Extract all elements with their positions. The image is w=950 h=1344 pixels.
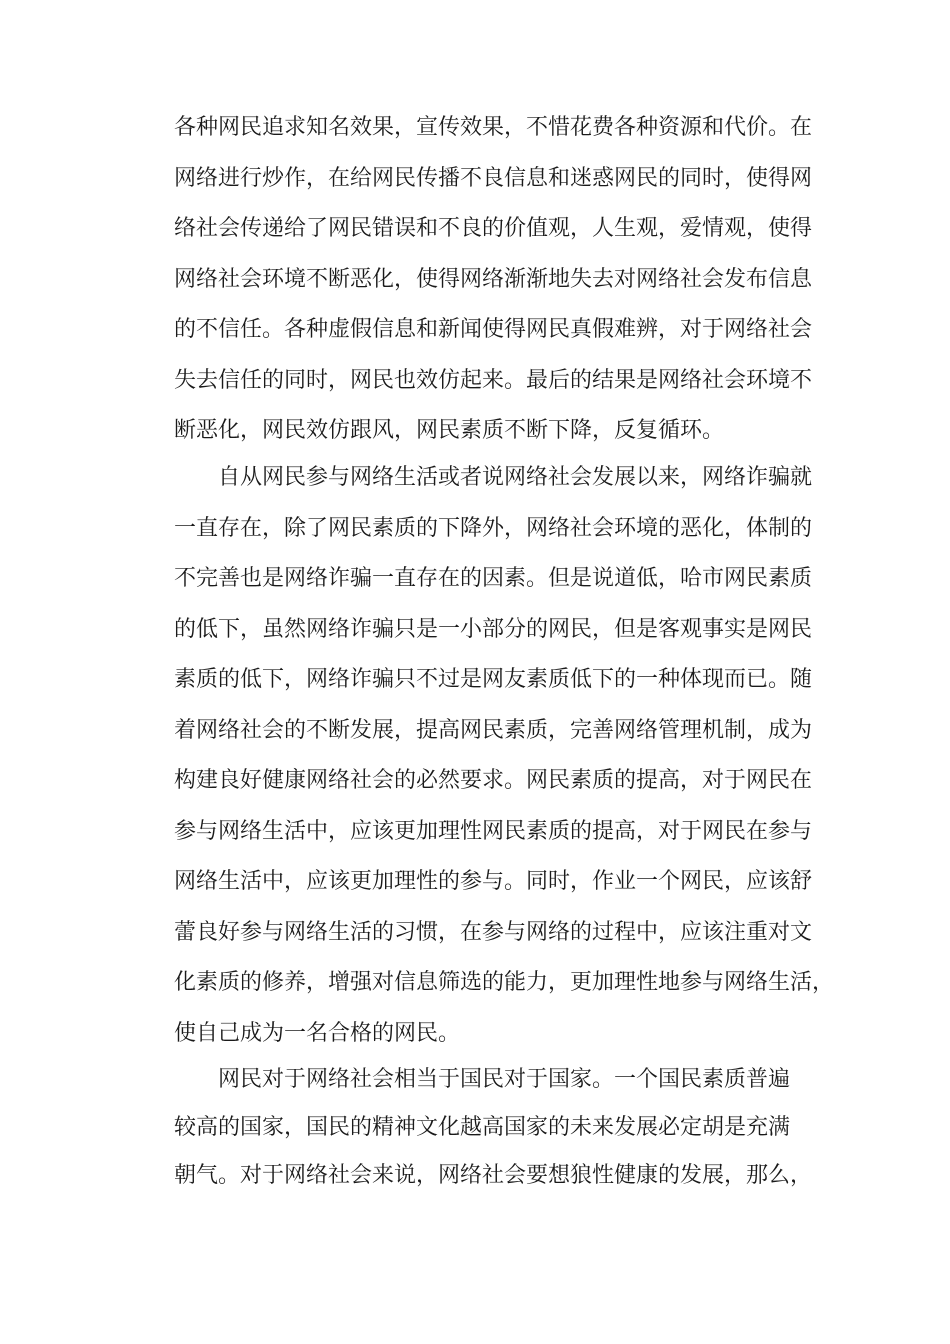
text-line: 失去信任的同时，网民也效仿起来。最后的结果是网络社会环境不: [174, 367, 813, 393]
text-line: 朝气。对于网络社会来说，网络社会要想狼性健康的发展，那么，: [174, 1163, 813, 1188]
text-line: 一直存在，除了网民素质的下降外，网络社会环境的恶化，体制的: [174, 515, 813, 541]
text-line: 络社会传递给了网民错误和不良的价值观，人生观，爱情观，使得: [174, 216, 813, 241]
text-line: 断恶化，网民效仿跟风，网民素质不断下降，反复循环。: [174, 418, 725, 443]
text-line: 较高的国家，国民的精神文化越高国家的未来发展必定胡是充满: [174, 1115, 791, 1140]
text-line: 蕾良好参与网络生活的习惯，在参与网络的过程中，应该注重对文: [174, 919, 813, 945]
text-line: 不完善也是网络诈骗一直存在的因素。但是说道低，哈市网民素质: [174, 566, 813, 591]
text-line: 网络社会环境不断恶化，使得网络渐渐地失去对网络社会发布信息: [174, 266, 813, 292]
text-line: 网络生活中，应该更加理性的参与。同时，作业一个网民，应该舒: [174, 869, 813, 894]
text-line: 网络进行炒作，在给网民传播不良信息和迷惑网民的同时，使得网: [174, 165, 813, 191]
paragraph-2: [174, 453, 834, 1059]
text-line: 参与网络生活中，应该更加理性网民素质的提高，对于网民在参与: [174, 818, 813, 844]
text-line: 的低下，虽然网络诈骗只是一小部分的网民，但是客观事实是网民: [174, 616, 813, 642]
paragraph-3: [174, 1056, 812, 1200]
text-line: 各种网民追求知名效果，宣传效果，不惜花费各种资源和代价。在: [174, 115, 813, 140]
text-line: 网民对于网络社会相当于国民对于国家。一个国民素质普遍: [218, 1067, 791, 1092]
text-line: 的不信任。各种虚假信息和新闻使得网民真假难辨，对于网络社会: [174, 317, 813, 342]
text-line: 化素质的修养，增强对信息筛选的能力，更加理性地参与网络生活，: [174, 970, 835, 995]
text-line: 构建良好健康网络社会的必然要求。网民素质的提高，对于网民在: [174, 768, 813, 793]
text-line: 素质的低下，网络诈骗只不过是网友素质低下的一种体现而已。随: [174, 667, 813, 692]
text-line: 使自己成为一名合格的网民。: [174, 1020, 461, 1046]
paragraph-1: [174, 103, 812, 457]
text-line: 着网络社会的不断发展，提高网民素质，完善网络管理机制，成为: [174, 717, 813, 743]
text-line: 自从网民参与网络生活或者说网络社会发展以来，网络诈骗就: [218, 465, 813, 490]
